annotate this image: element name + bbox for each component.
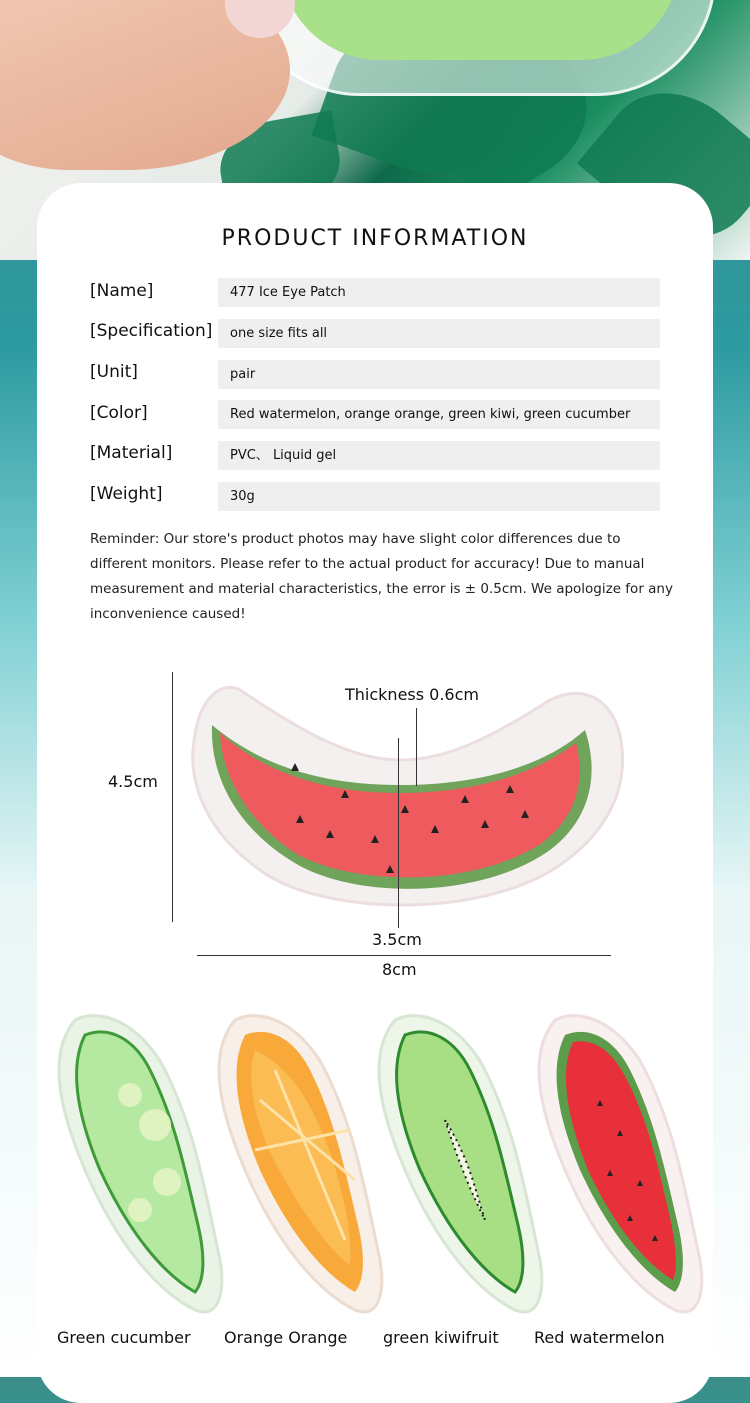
spec-label: [Specification] (90, 321, 213, 341)
spec-row-specification (90, 319, 660, 349)
spec-label: [Unit] (90, 362, 138, 382)
spec-row-weight (90, 482, 660, 512)
thickness-label: Thickness 0.6cm (345, 685, 479, 704)
orange-patch (219, 1016, 382, 1312)
eye-patch-gel (280, 0, 680, 60)
spec-label: [Weight] (90, 484, 163, 504)
watermelon-patch-diagram (180, 675, 630, 925)
page-title: PRODUCT INFORMATION (221, 226, 529, 251)
variant-label-watermelon: Red watermelon (534, 1328, 665, 1347)
spec-value: one size fits all (218, 319, 660, 348)
spec-row-name (90, 278, 660, 308)
thickness-line (416, 708, 417, 786)
spec-row-material (90, 441, 660, 471)
variant-label-cucumber: Green cucumber (57, 1328, 191, 1347)
reminder-text: Reminder: Our store's product photos may have slight color differences due to different monitors. Please refer to the actual product for accuracy! Due to manual measurement and material characteristics, the error is ± 0.5cm. We apologize for any inconvenience caused! (90, 531, 673, 622)
cucumber-patch (59, 1016, 222, 1312)
height-line (172, 672, 173, 922)
variant-label-kiwi: green kiwifruit (383, 1328, 499, 1347)
width-line (197, 955, 611, 956)
spec-value: pair (218, 360, 660, 389)
inner-height-label: 3.5cm (372, 930, 422, 949)
spec-value: 30g (218, 482, 660, 511)
watermelon-patch (539, 1016, 702, 1312)
patch-variants (55, 1010, 705, 1315)
height-label: 4.5cm (108, 772, 158, 791)
spec-label: [Name] (90, 281, 154, 301)
inner-height-line (398, 738, 399, 928)
variant-label-orange: Orange Orange (224, 1328, 348, 1347)
spec-value: Red watermelon, orange orange, green kiwi, green cucumber (218, 400, 660, 429)
spec-row-color (90, 400, 660, 430)
width-label: 8cm (382, 960, 417, 979)
spec-label: [Material] (90, 443, 173, 463)
spec-row-unit (90, 360, 660, 390)
spec-label: [Color] (90, 403, 148, 423)
spec-value: PVC、 Liquid gel (218, 441, 660, 470)
spec-value: 477 Ice Eye Patch (218, 278, 660, 307)
kiwi-patch (379, 1016, 542, 1312)
